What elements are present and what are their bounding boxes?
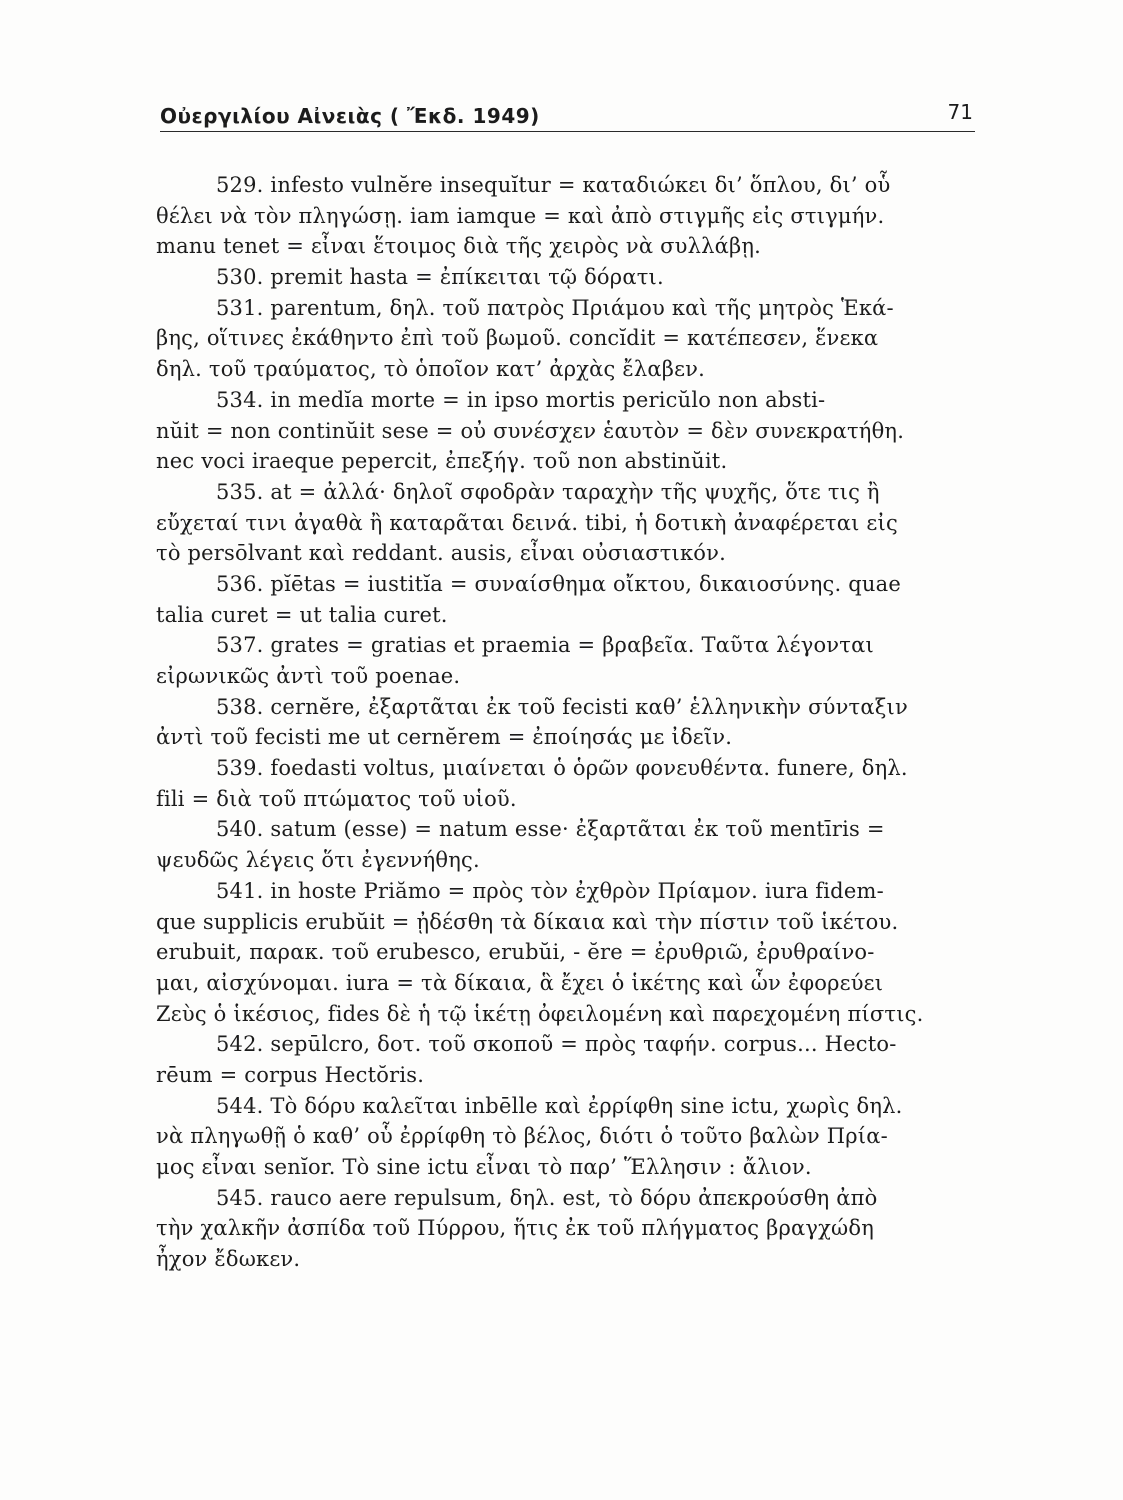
running-header: [160, 98, 975, 132]
text-line: τὴν χαλκῆν ἀσπίδα τοῦ Πύρρου, ἥτις ἐκ τοῦ πλήγματος βραγχώδη: [156, 1216, 874, 1241]
text-line: 545. rauco aere repulsum, δηλ. est, τὸ δόρυ ἀπεκρούσθη ἀπὸ: [216, 1185, 878, 1210]
text-line: βης, οἵτινες ἐκάθηντο ἐπὶ τοῦ βωμοῦ. concĭdit = κατέπεσεν, ἕνεκα: [156, 326, 879, 351]
text-line: 537. grates = gratias et praemia = βραβεῖα. Ταῦτα λέγονται: [216, 633, 874, 658]
text-line: 540. satum (esse) = natum esse· ἐξαρτᾶται ἐκ τοῦ mentīris =: [216, 817, 885, 842]
text-line: δηλ. τοῦ τραύματος, τὸ ὁποῖον κατ’ ἀρχὰς ἔλαβεν.: [156, 357, 706, 382]
text-line: 542. sepūlcro, δοτ. τοῦ σκοποῦ = πρὸς ταφήν. corpus... Hecto-: [216, 1032, 897, 1057]
text-line: nec voci iraeque pepercit, ἐπεξήγ. τοῦ non abstinŭit.: [156, 449, 728, 474]
running-title: Οὐεργιλίου Αἰνειὰς ( Ἔκδ. 1949): [160, 104, 540, 128]
text-line: 544. Τὸ δόρυ καλεῖται inbēlle καὶ ἐρρίφθη sine ictu, χωρὶς δηλ.: [216, 1093, 903, 1118]
text-line: ἀντὶ τοῦ fecisti me ut cernĕrem = ἐποίησάς με ἰδεῖν.: [156, 725, 733, 750]
text-line: nŭit = non continŭit sese = οὐ συνέσχεν ἑαυτὸν = δὲν συνεκρατήθη.: [156, 418, 905, 443]
text-line: 541. in hoste Priămo = πρὸς τὸν ἐχθρὸν Πρίαμον. iura fidem-: [216, 878, 884, 903]
text-line: talia curet = ut talia curet.: [156, 602, 448, 627]
text-line: 535. at = ἀλλά· δηλοῖ σφοδρὰν ταραχὴν τῆς ψυχῆς, ὅτε τις ἢ: [216, 479, 880, 504]
text-line: εὔχεταί τινι ἀγαθὰ ἢ καταρᾶται δεινά. tibi, ἡ δοτικὴ ἀναφέρεται εἰς: [156, 510, 898, 535]
text-line: εἰρωνικῶς ἀντὶ τοῦ poenae.: [156, 664, 461, 688]
text-line: 539. foedasti voltus, μιαίνεται ὁ ὁρῶν φονευθέντα. funere, δηλ.: [216, 756, 908, 781]
text-line: que supplicis erubŭit = ᾐδέσθη τὰ δίκαια καὶ τὴν πίστιν τοῦ ἱκέτου.: [156, 909, 899, 934]
text-line: rēum = corpus Hectŏris.: [156, 1062, 425, 1087]
text-line: fili = διὰ τοῦ πτώματος τοῦ υἱοῦ.: [156, 786, 517, 811]
page-number: 71: [947, 100, 973, 124]
text-line: νὰ πληγωθῇ ὁ καθ’ οὗ ἐρρίφθη τὸ βέλος, διότι ὁ τοῦτο βαλὼν Πρία-: [156, 1124, 888, 1149]
text-line: 536. pĭētas = iustitĭa = συναίσθημα οἴκτου, δικαιοσύνης. quae: [216, 571, 901, 596]
text-line: θέλει νὰ τὸν πληγώσῃ. iam iamque = καὶ ἀπὸ στιγμῆς εἰς στιγμήν.: [156, 203, 885, 228]
text-line: μαι, αἰσχύνομαι. iura = τὰ δίκαια, ἃ ἔχει ὁ ἱκέτης καὶ ὧν ἐφορεύει: [156, 970, 884, 995]
text-line: μος εἶναι senĭor. Τὸ sine ictu εἶναι τὸ παρ’ Ἕλλησιν : ἄλιον.: [156, 1155, 812, 1179]
text-line: manu tenet = εἶναι ἕτοιμος διὰ τῆς χειρὸς νὰ συλλάβῃ.: [156, 234, 761, 259]
text-line: 534. in medĭa morte = in ipso mortis pericŭlo non absti-: [216, 387, 826, 412]
text-line: 529. infesto vulnĕre insequĭtur = καταδιώκει δι’ ὅπλου, δι’ οὗ: [216, 173, 891, 197]
text-line: erubuit, παρακ. τοῦ erubesco, erubŭi, - ĕre = ἐρυθριῶ, ἐρυθραίνο-: [156, 940, 875, 965]
text-line: 530. premit hasta = ἐπίκειται τῷ δόρατι.: [216, 265, 664, 290]
header-rule: [160, 131, 975, 132]
text-line: ἦχον ἔδωκεν.: [156, 1247, 301, 1272]
text-line: Ζεὺς ὁ ἱκέσιος, fides δὲ ἡ τῷ ἱκέτῃ ὀφειλομένη καὶ παρεχομένη πίστις.: [156, 1001, 924, 1026]
text-line: 538. cernĕre, ἐξαρτᾶται ἐκ τοῦ fecisti καθ’ ἑλληνικὴν σύνταξιν: [216, 694, 908, 719]
text-line: ψευδῶς λέγεις ὅτι ἐγεννήθης.: [156, 848, 480, 873]
text-line: τὸ persōlvant καὶ reddant. ausis, εἶναι οὐσιαστικόν.: [156, 541, 726, 566]
commentary-text: [156, 170, 976, 1275]
text-line: 531. parentum, δηλ. τοῦ πατρὸς Πριάμου καὶ τῆς μητρὸς Ἑκά-: [216, 295, 894, 320]
